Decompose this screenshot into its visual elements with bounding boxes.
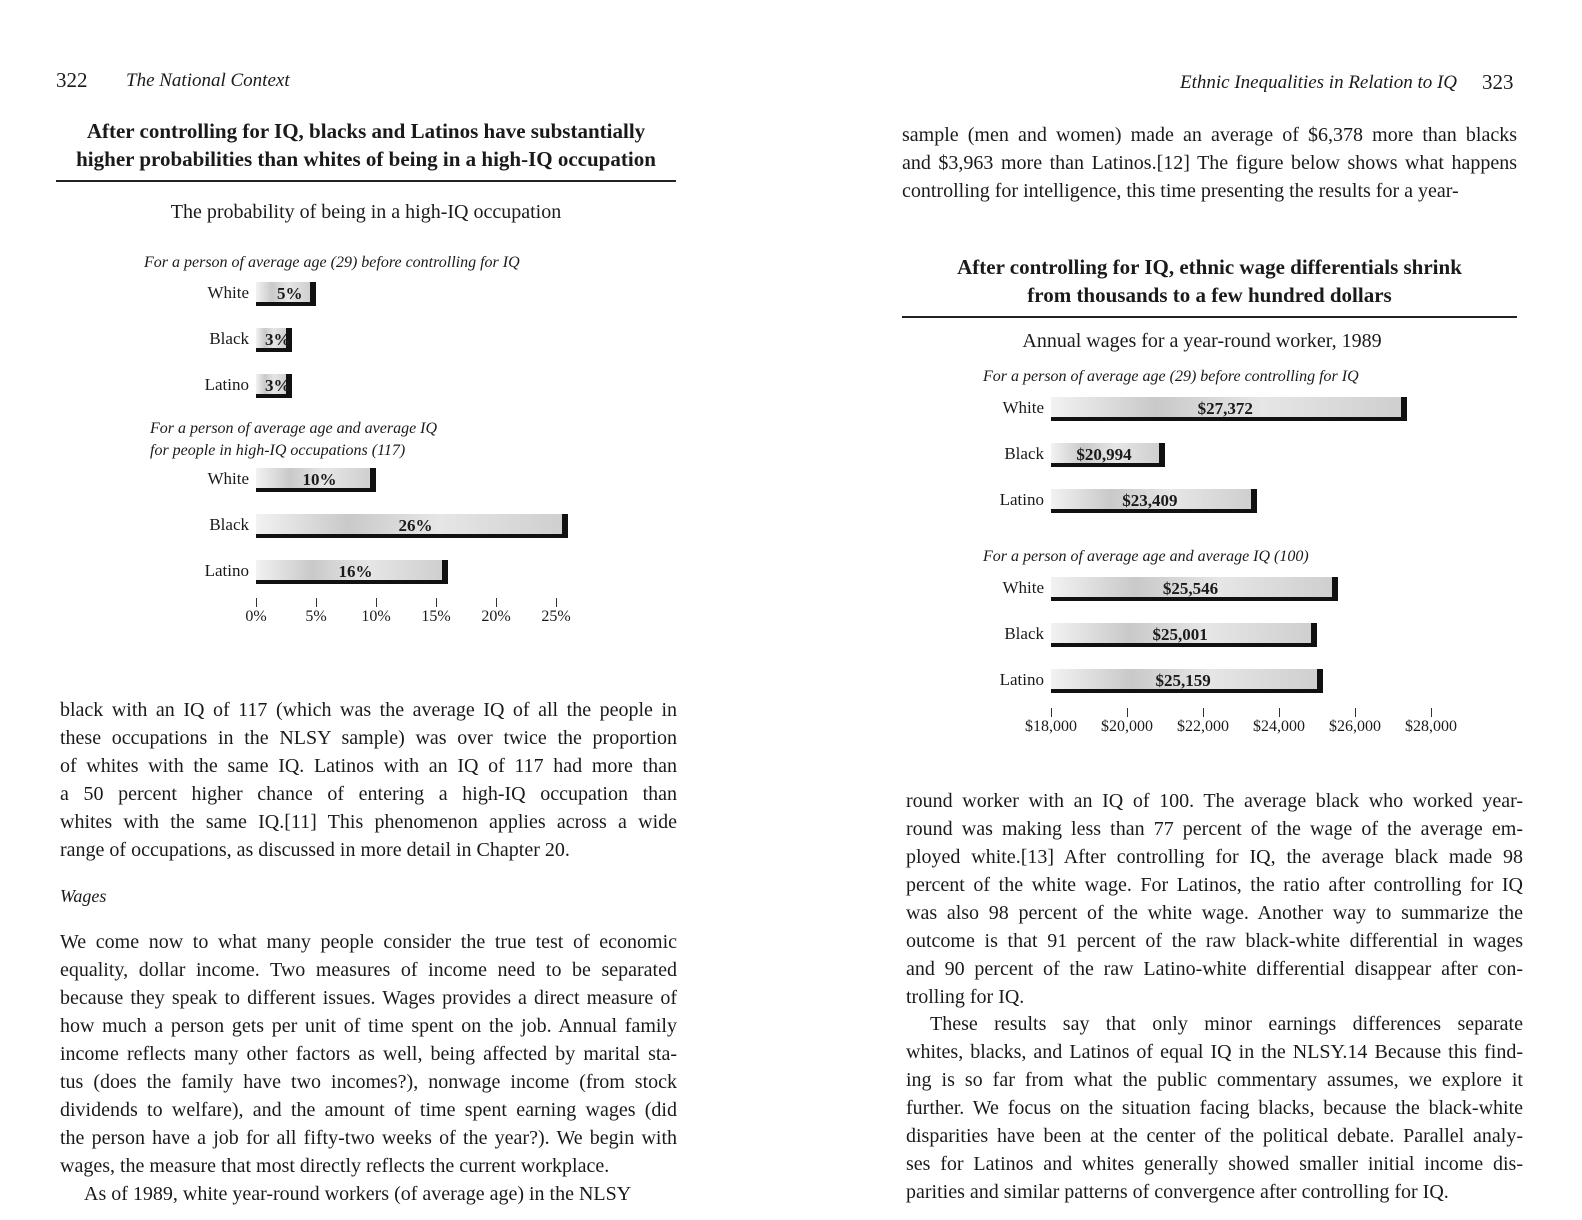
text-line: These results say that only minor earnings differences separate xyxy=(930,1013,1523,1035)
category-label: White xyxy=(207,469,249,488)
bar xyxy=(1051,669,1323,693)
text-line: a 50 percent higher chance of entering a high-IQ occupation than xyxy=(60,783,677,805)
group-label: For a person of average age (29) before controlling for IQ xyxy=(144,254,520,271)
text-line: ing is so far from what the public commentary assumes, we explore it xyxy=(906,1069,1523,1091)
axis-tick-label: $22,000 xyxy=(1177,718,1229,735)
left-chart-title-line1: After controlling for IQ, blacks and Latinos have substantially xyxy=(86,119,646,143)
group-label: for people in high-IQ occupations (117) xyxy=(150,442,406,459)
bar-value-label: $25,546 xyxy=(1162,579,1219,598)
category-label: Black xyxy=(1004,624,1044,643)
bar-value-label: 26% xyxy=(398,516,433,535)
axis-tick xyxy=(1279,708,1280,717)
text-line: tus (does the family have two incomes?), nonwage income (from stock xyxy=(60,1071,677,1093)
text-line: income reflects many other factors as well, being affected by marital sta- xyxy=(60,1043,677,1065)
axis-tick-label: 10% xyxy=(361,608,391,625)
bar xyxy=(256,328,292,352)
bar-value-label: $23,409 xyxy=(1122,491,1178,510)
group-label: For a person of average age and average IQ (100) xyxy=(983,548,1309,565)
text-line: outcome is that 91 percent of the raw black-white differential in wages xyxy=(906,930,1523,952)
axis-tick xyxy=(1127,708,1128,717)
axis-tick-label: 20% xyxy=(481,608,511,625)
right-chart-title-line2: from thousands to a few hundred dollars xyxy=(1027,283,1392,307)
text-line: We come now to what many people consider the true test of economic xyxy=(60,931,677,953)
bar xyxy=(256,514,568,538)
axis-tick xyxy=(1203,708,1204,717)
wages-section-heading: Wages xyxy=(60,886,107,906)
text-line: disparities have been at the center of the political debate. Parallel analy- xyxy=(906,1125,1523,1147)
axis-tick xyxy=(376,598,377,607)
axis-tick-label: 15% xyxy=(421,608,451,625)
bar xyxy=(1051,577,1338,601)
bar-value-label: $25,159 xyxy=(1155,671,1211,690)
bar-value-label: $25,001 xyxy=(1152,625,1208,644)
bar-value-label: 3% xyxy=(265,330,291,349)
bar xyxy=(256,374,292,398)
category-label: Latino xyxy=(999,670,1044,689)
bar-value-label: 16% xyxy=(338,562,373,581)
right-paragraph-2 xyxy=(906,787,1523,1011)
text-line: whites, blacks, and Latinos of equal IQ in the NLSY.14 Because this find- xyxy=(906,1041,1523,1063)
axis-tick xyxy=(556,598,557,607)
axis-tick-label: $24,000 xyxy=(1253,718,1305,735)
bar xyxy=(1051,489,1257,513)
text-line: the person have a job for all fifty-two weeks of the year?). We begin with xyxy=(60,1127,677,1149)
category-label: Black xyxy=(209,329,249,348)
axis-tick-label: 25% xyxy=(541,608,571,625)
bar-value-label: 3% xyxy=(265,376,291,395)
text-line: dividends to welfare), and the amount of time spent earning wages (did xyxy=(60,1099,677,1121)
text-line: equality, dollar income. Two measures of income need to be separated xyxy=(60,959,677,981)
right-page-number: 323 xyxy=(1482,70,1514,94)
text-line: further. We focus on the situation facing blacks, because the black-white xyxy=(906,1097,1523,1119)
text-line: of whites with the same IQ. Latinos with an IQ of 117 had more than xyxy=(60,755,677,777)
category-label: Latino xyxy=(204,375,249,394)
left-paragraph-2 xyxy=(60,928,677,1180)
right-paragraph-3 xyxy=(906,1010,1523,1206)
text-line: range of occupations, as discussed in more detail in Chapter 20. xyxy=(60,839,570,861)
left-running-head: The National Context xyxy=(126,70,290,91)
text-line: and 90 percent of the raw Latino-white differential disappear after con- xyxy=(906,958,1523,980)
text-line: because they speak to different issues. Wages provides a direct measure of xyxy=(60,987,677,1009)
category-label: Black xyxy=(209,515,249,534)
left-page-number: 322 xyxy=(56,68,88,92)
text-line: wages, the measure that most directly reflects the current workplace. xyxy=(60,1155,610,1177)
axis-tick xyxy=(496,598,497,607)
category-label: White xyxy=(1002,578,1044,597)
bar xyxy=(256,468,376,492)
bar xyxy=(256,560,448,584)
axis-tick xyxy=(1355,708,1356,717)
category-label: White xyxy=(207,283,249,302)
text-line: percent of the white wage. For Latinos, the ratio after controlling for IQ xyxy=(906,874,1523,896)
left-chart-title-line2: higher probabilities than whites of being in a high-IQ occupation xyxy=(76,147,656,171)
bar xyxy=(256,282,316,306)
category-label: White xyxy=(1002,398,1044,417)
bar-value-label: 5% xyxy=(277,284,303,303)
group-label: For a person of average age and average IQ xyxy=(150,420,438,437)
axis-tick xyxy=(436,598,437,607)
text-line: whites with the same IQ.[11] This phenomenon applies across a wide xyxy=(60,811,677,833)
category-label: Latino xyxy=(999,490,1044,509)
axis-tick-label: 0% xyxy=(245,608,267,625)
text-line: black with an IQ of 117 (which was the average IQ of all the people in xyxy=(60,699,677,721)
bar xyxy=(1051,623,1317,647)
category-label: Latino xyxy=(204,561,249,580)
left-paragraph-3: As of 1989, white year-round workers (of average age) in the NLSY xyxy=(84,1183,632,1205)
text-line: parities and similar patterns of convergence after controlling for IQ. xyxy=(906,1181,1449,1203)
text-line: round worker with an IQ of 100. The average black who worked year- xyxy=(906,790,1523,812)
text-line: round was making less than 77 percent of the wage of the average em- xyxy=(906,818,1523,840)
right-chart-title-line1: After controlling for IQ, ethnic wage differentials shrink xyxy=(957,255,1462,279)
text-line: how much a person gets per unit of time spent on the job. Annual family xyxy=(60,1015,677,1037)
bar-value-label: $27,372 xyxy=(1197,399,1253,418)
right-chart-subtitle: Annual wages for a year-round worker, 1989 xyxy=(1022,330,1382,352)
axis-tick xyxy=(1051,708,1052,717)
category-label: Black xyxy=(1004,444,1044,463)
axis-tick xyxy=(316,598,317,607)
bar xyxy=(1051,397,1407,421)
axis-tick-label: $18,000 xyxy=(1025,718,1077,735)
bar-value-label: $20,994 xyxy=(1076,445,1132,464)
bar-value-label: 10% xyxy=(302,470,337,489)
text-line: sample (men and women) made an average of $6,378 more than blacks xyxy=(902,124,1517,146)
bar xyxy=(1051,443,1165,467)
text-line: was also 98 percent of the white wage. Another way to summarize the xyxy=(906,902,1523,924)
text-line: controlling for intelligence, this time presenting the results for a year- xyxy=(902,180,1459,202)
axis-tick-label: $28,000 xyxy=(1405,718,1457,735)
right-running-head: Ethnic Inequalities in Relation to IQ xyxy=(1180,72,1458,93)
left-paragraph-1 xyxy=(60,696,677,864)
occupation-probability-chart xyxy=(0,0,791,650)
text-line: ses for Latinos and whites generally showed smaller initial income dis- xyxy=(906,1153,1523,1175)
axis-tick xyxy=(256,598,257,607)
text-line: and $3,963 more than Latinos.[12] The figure below shows what happens xyxy=(902,152,1517,174)
left-chart-subtitle: The probability of being in a high-IQ occupation xyxy=(170,201,562,223)
group-label: For a person of average age (29) before controlling for IQ xyxy=(983,368,1359,385)
text-line: these occupations in the NLSY sample) was over twice the proportion xyxy=(60,727,677,749)
axis-tick-label: $20,000 xyxy=(1101,718,1153,735)
text-line: ployed white.[13] After controlling for IQ, the average black made 98 xyxy=(906,846,1523,868)
axis-tick xyxy=(1431,708,1432,717)
axis-tick-label: $26,000 xyxy=(1329,718,1381,735)
text-line: trolling for IQ. xyxy=(906,986,1025,1008)
axis-tick-label: 5% xyxy=(305,608,327,625)
wages-chart xyxy=(791,0,1582,760)
